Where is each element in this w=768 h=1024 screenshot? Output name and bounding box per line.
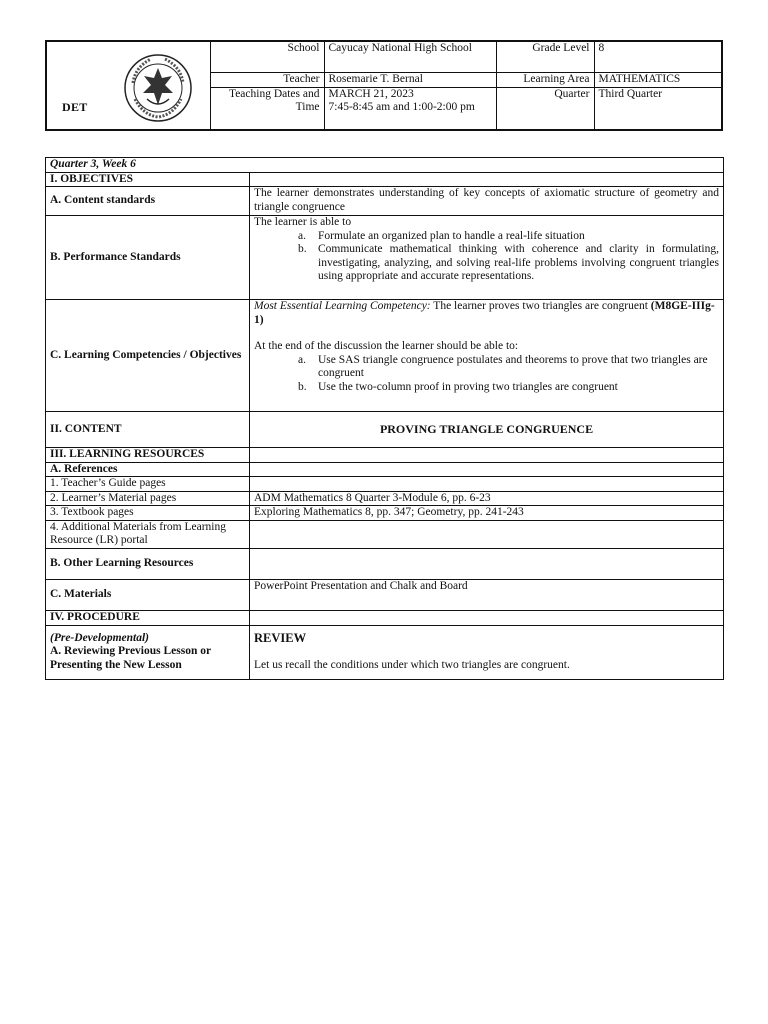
school-label: School xyxy=(210,42,324,72)
objectives-heading: I. OBJECTIVES xyxy=(46,172,250,187)
grade-level-label: Grade Level xyxy=(496,42,594,72)
objectives-empty-cell xyxy=(250,172,724,187)
melc-label: Most Essential Learning Competency: xyxy=(254,300,431,312)
teaching-dates-value xyxy=(324,87,496,129)
objectives-intro: At the end of the discussion the learner should be able to: xyxy=(254,340,519,352)
competencies-label: C. Learning Competencies / Objectives xyxy=(46,300,250,412)
learners-material-value: ADM Mathematics 8 Quarter 3-Module 6, pp. 6-23 xyxy=(250,491,724,506)
materials-label: C. Materials xyxy=(46,579,250,610)
grade-level-value: 8 xyxy=(594,42,721,72)
header-block xyxy=(45,40,723,131)
content-heading: II. CONTENT xyxy=(46,412,250,448)
empty-cell xyxy=(250,448,724,463)
empty-cell xyxy=(250,462,724,477)
teaching-dates-label: Teaching Dates and Time xyxy=(210,87,324,129)
performance-intro: The learner is able to xyxy=(254,216,352,228)
school-value: Cayucay National High School xyxy=(324,42,496,72)
empty-cell xyxy=(250,477,724,492)
teacher-label: Teacher xyxy=(210,72,324,87)
additional-materials-label: 4. Additional Materials from Learning Resource (LR) portal xyxy=(46,520,250,548)
list-item: a. Formulate an organized plan to handle a real-life situation xyxy=(298,229,585,242)
list-item: b. Use the two-column proof in proving two triangles are congruent xyxy=(298,380,618,393)
review-label-cell xyxy=(46,625,250,679)
pre-developmental-label: (Pre-Developmental) xyxy=(50,631,149,644)
review-label: A. Reviewing Previous Lesson or Presenting the New Lesson xyxy=(50,645,211,671)
quarter-value: Third Quarter xyxy=(594,87,721,129)
teaching-time: 7:45-8:45 am and 1:00-2:00 pm xyxy=(328,100,475,113)
performance-list xyxy=(254,230,719,284)
textbook-label: 3. Textbook pages xyxy=(46,506,250,521)
lesson-plan-table xyxy=(45,157,724,680)
learning-area-value: MATHEMATICS xyxy=(594,72,721,87)
deped-seal-icon xyxy=(123,53,193,123)
empty-cell xyxy=(250,610,724,625)
materials-value: PowerPoint Presentation and Chalk and Board xyxy=(250,579,724,610)
quarter-label: Quarter xyxy=(496,87,594,129)
empty-cell xyxy=(250,520,724,548)
header-title-cell xyxy=(47,42,211,129)
review-cell xyxy=(250,625,724,679)
performance-standards-label: B. Performance Standards xyxy=(46,216,250,300)
learners-material-label: 2. Learner’s Material pages xyxy=(46,491,250,506)
melc-code: (M8GE-IIIg-1) xyxy=(254,300,715,326)
learning-area-label: Learning Area xyxy=(496,72,594,87)
content-standards-label: A. Content standards xyxy=(46,187,250,216)
teacher-value: Rosemarie T. Bernal xyxy=(324,72,496,87)
list-item: a. Use SAS triangle congruence postulates and theorems to prove that two triangles are congruent xyxy=(298,353,708,379)
list-item: b. Communicate mathematical thinking with coherence and clarity in formulating, investigating, analyzing, and solving real-life problems involving congruent triangles using appropriate and accurate representations. xyxy=(298,243,720,282)
content-topic: PROVING TRIANGLE CONGRUENCE xyxy=(250,412,724,448)
competencies-value xyxy=(250,300,724,412)
header-info-table xyxy=(210,42,721,129)
other-resources-label: B. Other Learning Resources xyxy=(46,548,250,579)
textbook-value: Exploring Mathematics 8, pp. 347; Geometry, pp. 241-243 xyxy=(250,506,724,521)
teaching-date: MARCH 21, 2023 xyxy=(328,87,414,100)
review-text: Let us recall the conditions under which two triangles are congruent. xyxy=(254,659,570,671)
procedure-heading: IV. PROCEDURE xyxy=(46,610,250,625)
objectives-list xyxy=(254,354,719,395)
week-label: Quarter 3, Week 6 xyxy=(46,158,724,173)
header-title: DET xyxy=(62,100,88,114)
references-label: A. References xyxy=(46,462,250,477)
performance-standards-value xyxy=(250,216,724,300)
review-heading: REVIEW xyxy=(254,630,307,645)
melc-line xyxy=(254,300,719,327)
empty-cell xyxy=(250,548,724,579)
melc-text: The learner proves two triangles are congruent xyxy=(430,300,651,312)
teachers-guide-label: 1. Teacher’s Guide pages xyxy=(46,477,250,492)
resources-heading: III. LEARNING RESOURCES xyxy=(46,448,250,463)
content-standards-value: The learner demonstrates understanding of key concepts of axiomatic structure of geometry and triangle congruence xyxy=(250,187,724,216)
